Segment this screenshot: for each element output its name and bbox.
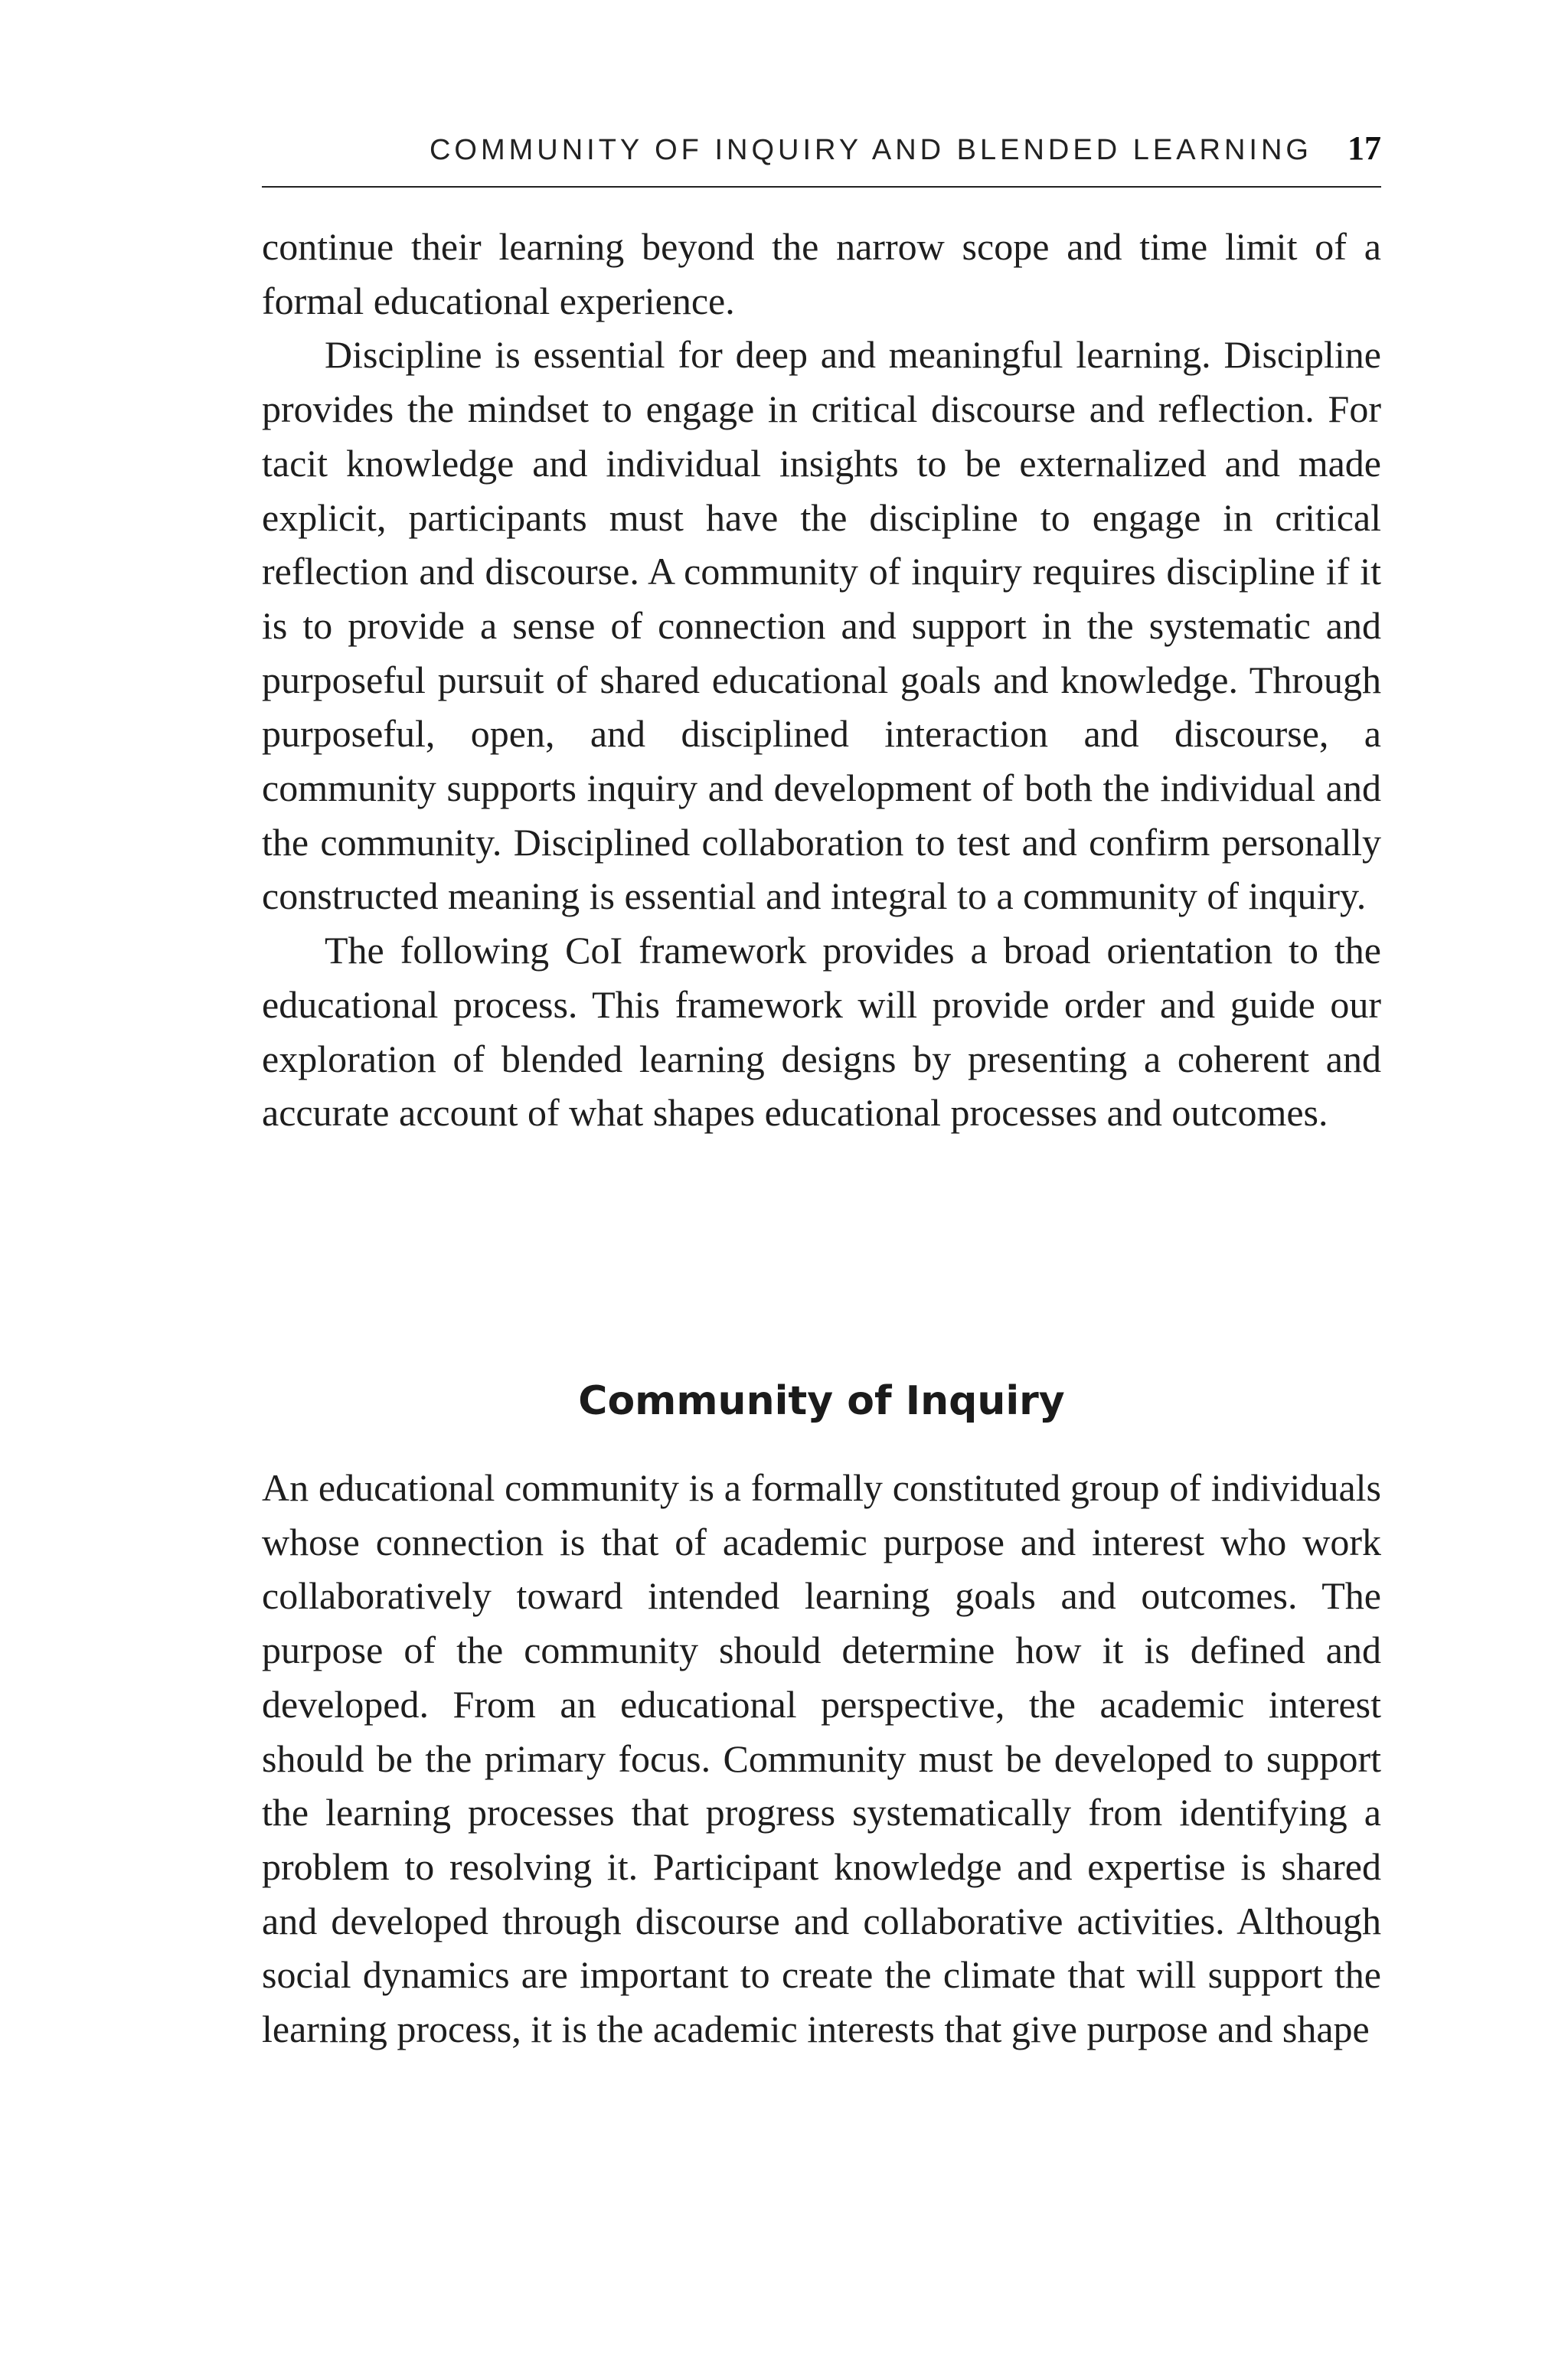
section-heading: Community of Inquiry [578,1378,1065,1424]
running-head [262,129,1381,168]
paragraph-discipline: Discipline is essential for deep and meaningful learning. Discipline provides the mindset to engage in critical discourse and reflection. For tacit knowledge and individual insights to be externalized and made explicit, participants must have the discipline to engage in critical reflection and discourse. A community of inquiry requires discipline if it is to provide a sense of connection and support in the systematic and purposeful pursuit of shared educational goals and knowledge. Through purposeful, open, and disciplined interaction and discourse, a community supports inquiry and development of both the individual and the community. Disciplined collaboration to test and confirm personally constructed meaning is essential and integral to a community of inquiry. [262,333,1381,918]
body-text [262,220,1381,1140]
paragraph-continuation: continue their learning beyond the narrow scope and time limit of a formal educational experience. [262,225,1381,322]
header-rule [262,186,1381,188]
page-number: 17 [1348,129,1381,167]
section-body-text [262,1461,1381,2057]
paragraph-framework: The following CoI framework provides a broad orientation to the educational process. This framework will provide order and guide our exploration of blended learning designs by presenting a coherent and accurate account of what shapes educational processes and outcomes. [262,929,1381,1135]
running-title: COMMUNITY OF INQUIRY AND BLENDED LEARNING [429,134,1312,166]
paragraph-educational-community: An educational community is a formally constituted group of individuals whose connection is that of academic purpose and interest who work collaboratively toward intended learning goals and outcomes. The purpose of the community should determine how it is defined and developed. From an educational perspective, the academic interest should be the primary focus. Community must be developed to support the learning processes that progress systematically from identifying a problem to resolving it. Participant knowledge and expertise is shared and developed through discourse and collaborative activities. Although social dynamics are important to create the climate that will support the learning process, it is the academic interests that give purpose and shape [262,1466,1381,2051]
